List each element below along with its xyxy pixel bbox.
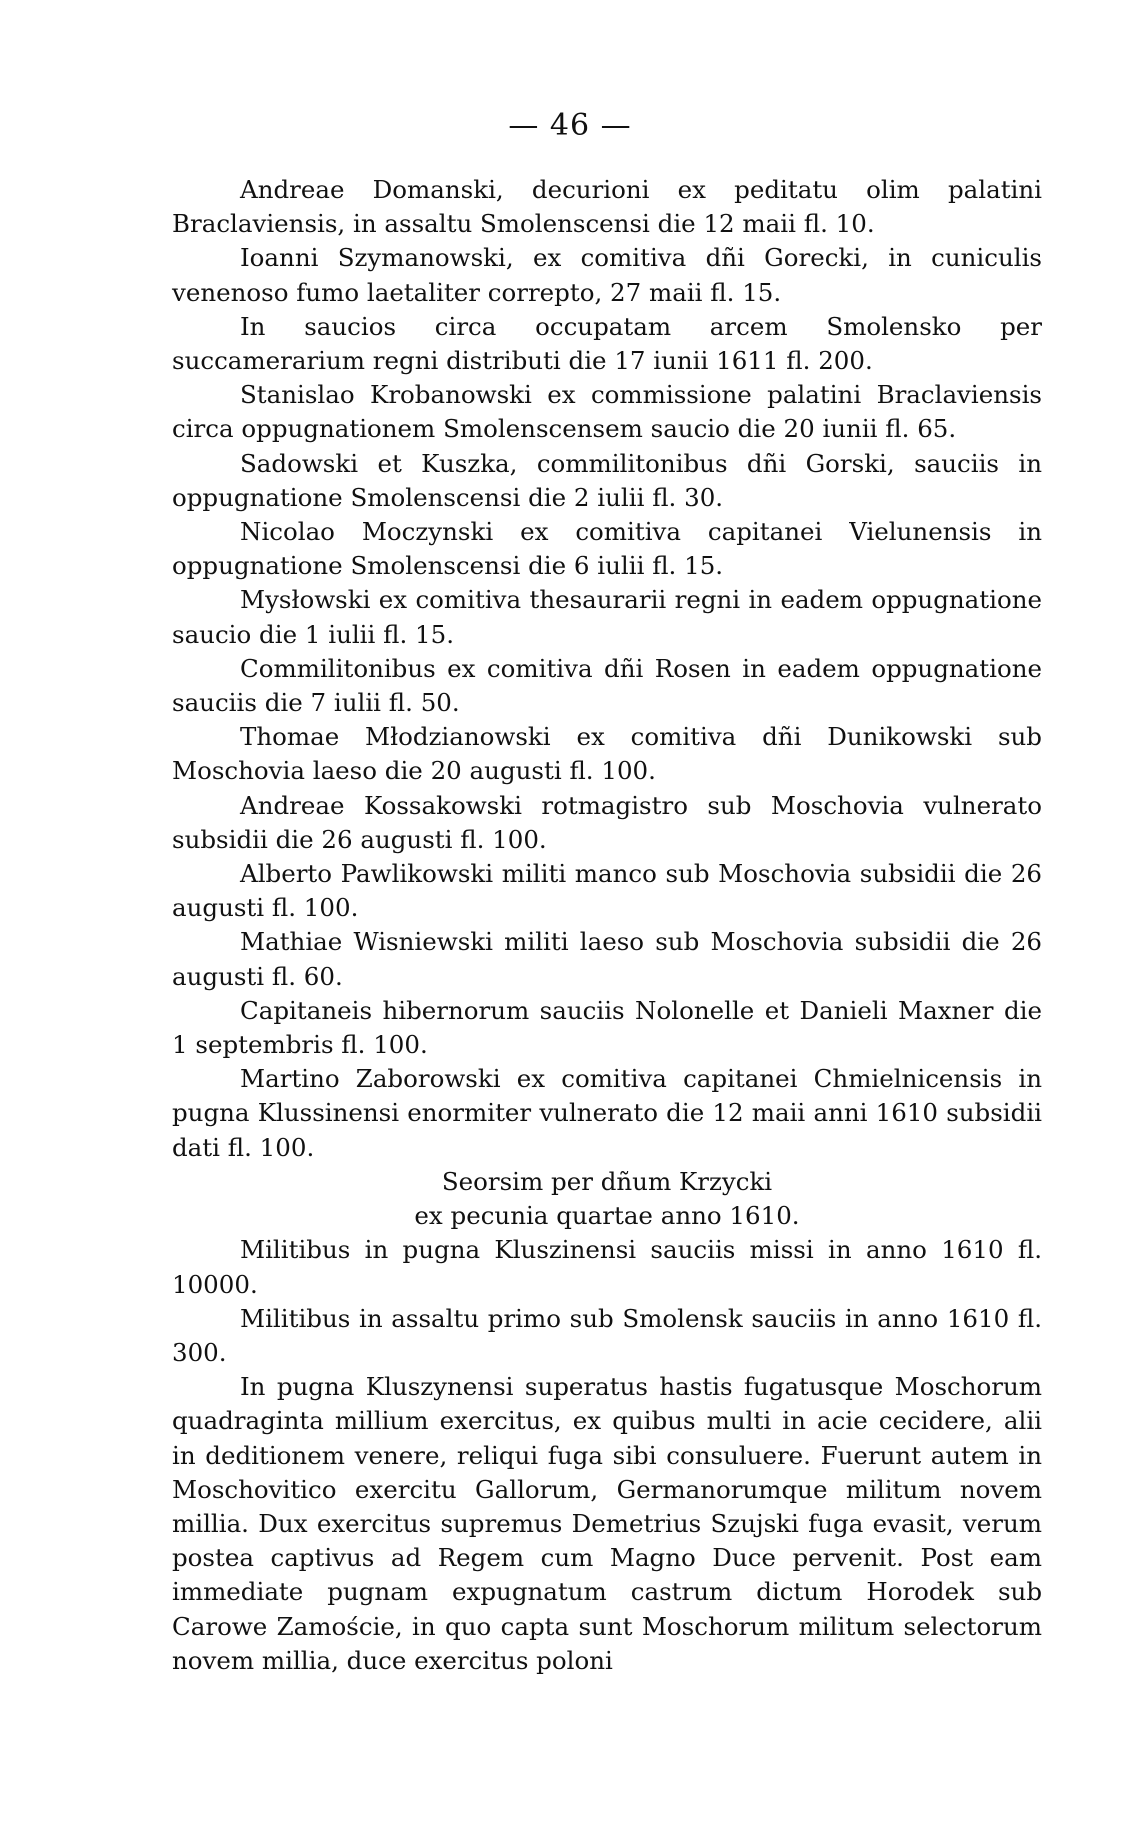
paragraph: Nicolao Moczynski ex comitiva capitanei Vielunensis in oppugnatione Smolenscensi die 6 iulii fl. 15. bbox=[172, 517, 1042, 581]
paragraph: Andreae Kossakowski rotmagistro sub Moschovia vulnerato subsidii die 26 augusti fl. 100. bbox=[172, 790, 1042, 854]
section-subheading: ex pecunia quartae anno 1610. bbox=[414, 1201, 800, 1231]
paragraph: Militibus in pugna Kluszinensi sauciis missi in anno 1610 fl. 10000. bbox=[172, 1235, 1042, 1299]
paragraph: Alberto Pawlikowski militi manco sub Moschovia subsidii die 26 augusti fl. 100. bbox=[172, 859, 1042, 923]
section-heading: Seorsim per dñum Krzycki bbox=[441, 1166, 773, 1196]
paragraph: Stanislao Krobanowski ex commissione palatini Braclaviensis circa oppugnationem Smolenscensem saucio die 20 iunii fl. 65. bbox=[172, 380, 1042, 444]
text-body bbox=[172, 173, 1042, 1678]
paragraph: Mysłowski ex comitiva thesaurarii regni in eadem oppugnatione saucio die 1 iulii fl. 15. bbox=[172, 585, 1042, 649]
paragraph: Capitaneis hibernorum sauciis Nolonelle et Danieli Maxner die 1 septembris fl. 100. bbox=[172, 995, 1042, 1060]
paragraph: Thomae Młodzianowski ex comitiva dñi Dunikowski sub Moschovia laeso die 20 augusti fl. 100. bbox=[172, 722, 1042, 786]
paragraph: Ioanni Szymanowski, ex comitiva dñi Gorecki, in cuniculis venenoso fumo laetaliter correpto, 27 maii fl. 15. bbox=[172, 243, 1042, 307]
paragraph: Andreae Domanski, decurioni ex peditatu olim palatini Braclaviensis, in assaltu Smolenscensi die 12 maii fl. 10. bbox=[172, 175, 1042, 239]
paragraph: Sadowski et Kuszka, commilitonibus dñi Gorski, sauciis in oppugnatione Smolenscensi die 2 iulii fl. 30. bbox=[172, 448, 1042, 512]
paragraph: Commilitonibus ex comitiva dñi Rosen in eadem oppugnatione sauciis die 7 iulii fl. 50. bbox=[172, 653, 1042, 718]
paragraph: In pugna Kluszynensi superatus hastis fugatusque Moschorum quadraginta millium exercitus, ex quibus multi in acie cecidere, alii in deditionem venere, reliqui fuga sibi consuluere. Fuerunt autem in Moschovitico exercitu Gallorum, Germanorumque militum novem millia. Dux exercitus supremus Demetrius Szujski fuga evasit, verum postea captivus ad Regem cum Magno Duce pervenit. Post eam immediate pugnam expugnatum castrum dictum Horodek sub Carowe Zamoście, in quo capta sunt Moschorum militum selectorum novem millia, duce exercitus poloni bbox=[172, 1372, 1042, 1675]
paragraph: Militibus in assaltu primo sub Smolensk sauciis in anno 1610 fl. 300. bbox=[172, 1303, 1042, 1367]
page-number: — 46 — bbox=[508, 108, 632, 143]
paragraph: Martino Zaborowski ex comitiva capitanei Chmielnicensis in pugna Klussinensi enormiter vulnerato die 12 maii anni 1610 subsidii dati fl. 100. bbox=[172, 1064, 1042, 1162]
paragraph: In saucios circa occupatam arcem Smolensko per succamerarium regni distributi die 17 iunii 1611 fl. 200. bbox=[172, 311, 1042, 376]
paragraph: Mathiae Wisniewski militi laeso sub Moschovia subsidii die 26 augusti fl. 60. bbox=[172, 927, 1042, 991]
